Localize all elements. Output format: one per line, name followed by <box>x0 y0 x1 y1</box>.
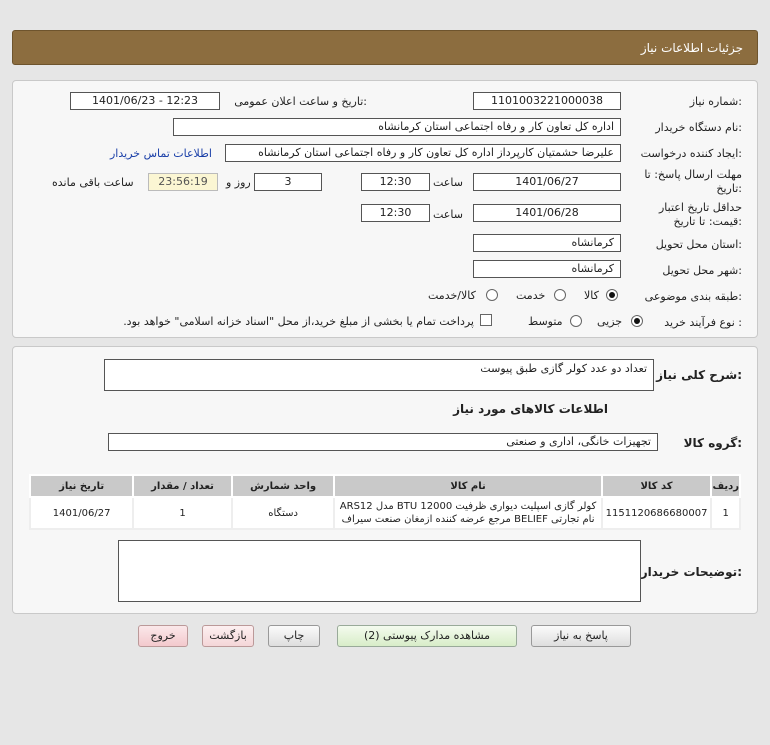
category-service-radio[interactable] <box>554 289 566 301</box>
need-number-field: 1101003221000038 <box>473 92 621 110</box>
category-service-label: خدمت <box>516 289 546 302</box>
col-qty: تعداد / مقدار <box>133 475 232 497</box>
col-name: نام کالا <box>334 475 601 497</box>
buyer-contact-link[interactable]: اطلاعات تماس خریدار <box>110 147 212 160</box>
remaining-label: ساعت باقی مانده <box>52 176 134 189</box>
goods-group-label: گروه کالا: <box>683 436 742 450</box>
buyer-notes-field <box>118 540 641 602</box>
print-button[interactable]: چاپ <box>268 625 320 647</box>
cell-name: کولر گازی اسپلیت دیواری ظرفیت 12000 BTU مدل ARS12 نام تجارتی BELIEF مرجع عرضه کننده ازمغان صنعت سیراف <box>334 497 601 529</box>
deadline-time-field: 12:30 <box>361 173 430 191</box>
buyer-org-label: نام دستگاه خریدار: <box>655 121 742 134</box>
process-type-label: نوع فرآیند خرید : <box>664 316 742 329</box>
province-field: کرمانشاه <box>473 234 621 252</box>
buyer-notes-label: توضیحات خریدار: <box>640 565 742 579</box>
table-row <box>30 497 740 529</box>
deadline-date-field: 1401/06/27 <box>473 173 621 191</box>
category-goods-label: کالا <box>584 289 599 302</box>
validity-label: حداقل تاریخ اعتبار <box>658 201 742 214</box>
province-label: استان محل تحویل: <box>655 238 742 251</box>
treasury-payment-checkbox[interactable] <box>480 314 492 326</box>
validity-time-label: ساعت <box>433 208 463 221</box>
category-goods-service-radio[interactable] <box>486 289 498 301</box>
category-goods-radio[interactable] <box>606 289 618 301</box>
view-attachments-button[interactable]: مشاهده مدارک پیوستی (2) <box>337 625 517 647</box>
treasury-payment-note: پرداخت تمام یا بخشی از مبلغ خرید،از محل "اسناد خزانه اسلامی" خواهد بود. <box>123 315 474 328</box>
goods-group-field: تجهیزات خانگی، اداری و صنعتی <box>108 433 658 451</box>
process-minor-label: جزیی <box>597 315 623 328</box>
col-date: تاریخ نیاز <box>30 475 133 497</box>
cell-row: 1 <box>711 497 740 529</box>
buyer-org-field: اداره کل تعاون کار و رفاه اجتماعی استان کرمانشاه <box>173 118 621 136</box>
requester-label: ایجاد کننده درخواست: <box>640 147 742 160</box>
items-table-wrapper <box>29 474 741 530</box>
deadline-label-date: تاریخ: <box>716 182 742 195</box>
col-unit: واحد شمارش <box>232 475 335 497</box>
page-title: جزئیات اطلاعات نیاز <box>640 41 743 55</box>
col-code: کد کالا <box>602 475 712 497</box>
exit-button[interactable]: خروج <box>138 625 188 647</box>
deadline-label: مهلت ارسال پاسخ: تا <box>644 168 742 181</box>
validity-date-field: 1401/06/28 <box>473 204 621 222</box>
city-field: کرمانشاه <box>473 260 621 278</box>
back-button[interactable]: بازگشت <box>202 625 254 647</box>
days-label: روز و <box>226 176 251 189</box>
need-number-label: شماره نیاز: <box>689 95 742 108</box>
items-table <box>29 474 741 530</box>
process-medium-radio[interactable] <box>570 315 582 327</box>
cell-qty: 1 <box>133 497 232 529</box>
requester-field: علیرضا حشمتیان کارپرداز اداره کل تعاون کار و رفاه اجتماعی استان کرمانشاه <box>225 144 621 162</box>
announce-datetime-field: 1401/06/23 - 12:23 <box>70 92 220 110</box>
announce-datetime-label: تاریخ و ساعت اعلان عمومی: <box>234 95 367 108</box>
deadline-time-label: ساعت <box>433 176 463 189</box>
category-label: طبقه بندی موضوعی: <box>644 290 742 303</box>
category-goods-service-label: کالا/خدمت <box>428 289 476 302</box>
validity-time-field: 12:30 <box>361 204 430 222</box>
reply-button[interactable]: پاسخ به نیاز <box>531 625 631 647</box>
page-header <box>12 30 758 65</box>
goods-info-title: اطلاعات کالاهای مورد نیاز <box>453 402 608 416</box>
remaining-time-field: 23:56:19 <box>148 173 218 191</box>
process-medium-label: متوسط <box>528 315 563 328</box>
validity-label-date: قیمت: تا تاریخ: <box>673 215 742 228</box>
need-description-label: شرح کلی نیاز: <box>656 368 742 382</box>
cell-unit: دستگاه <box>232 497 335 529</box>
remaining-days-field: 3 <box>254 173 322 191</box>
process-minor-radio[interactable] <box>631 315 643 327</box>
cell-date: 1401/06/27 <box>30 497 133 529</box>
cell-code: 1151120686680007 <box>602 497 712 529</box>
city-label: شهر محل تحویل: <box>662 264 742 277</box>
need-description-field: تعداد دو عدد کولر گازی طبق پیوست <box>104 359 654 391</box>
col-row: ردیف <box>711 475 740 497</box>
